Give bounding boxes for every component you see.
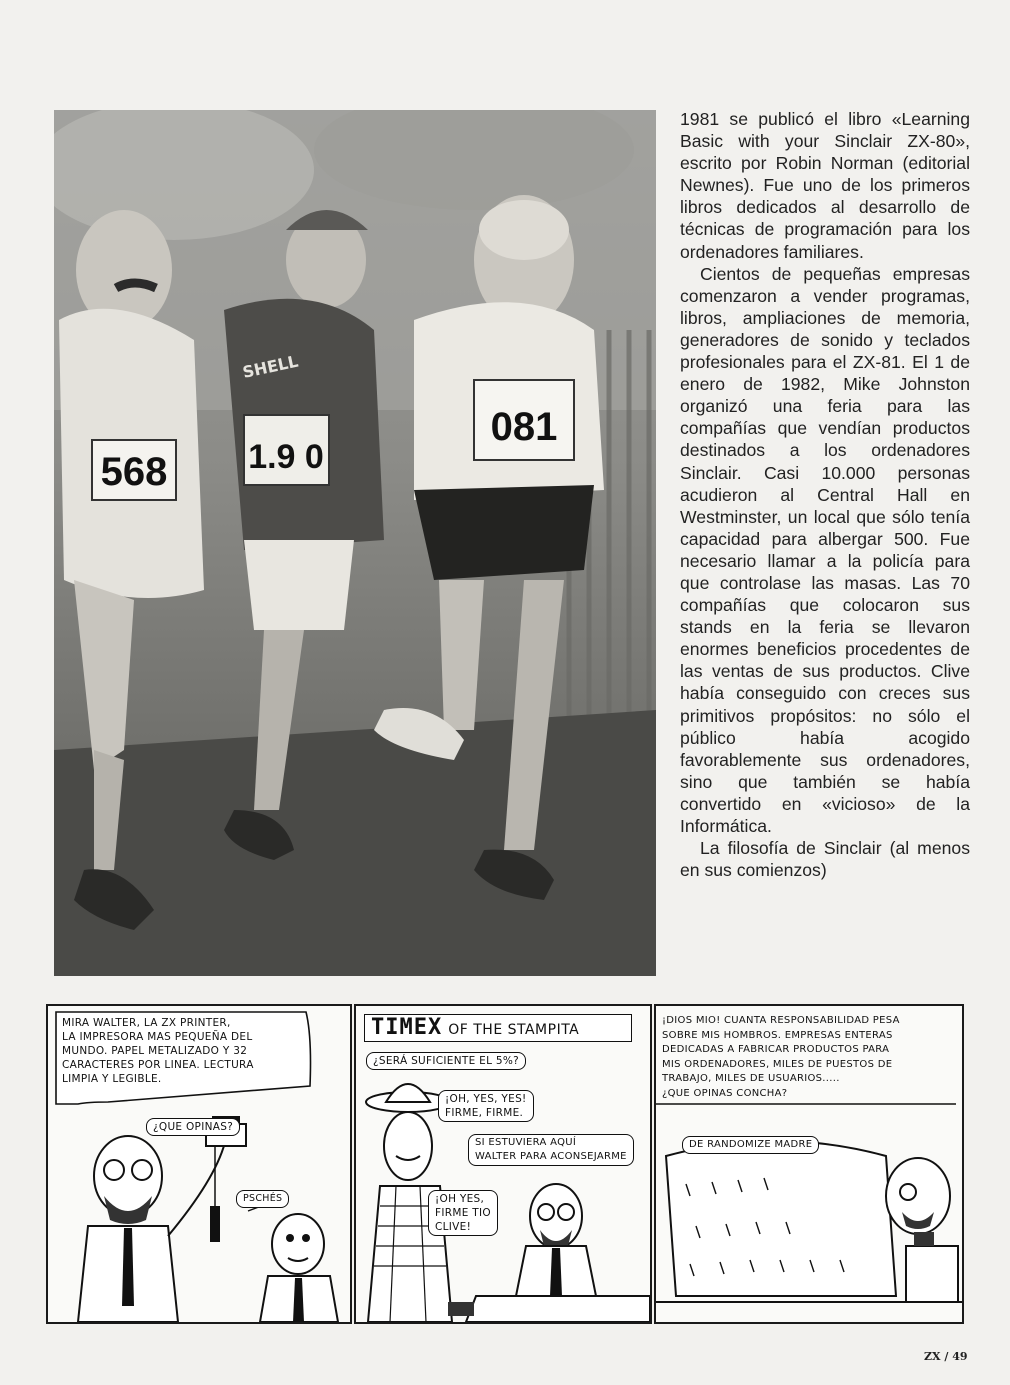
panel-1-caption: MIRA WALTER, LA ZX PRINTER, LA IMPRESORA MAS PEQUEÑA DEL MUNDO. PAPEL METALIZADO Y 32 CARACTERES POR LINEA. LECTURA LIMPIA Y LEGIBLE. [62,1017,254,1085]
comic-strip [46,1004,964,1322]
article-paragraph-1: 1981 se publicó el libro «Learning Basic with your Sinclair ZX-80», escrito por Robin Norman (editorial Newnes). Fue uno de los primeros libros dedicados al desarrollo de técnicas de programación para los ordenadores familiares. [680,109,970,262]
bib-081: 081 [490,405,558,449]
comic-panel-3 [654,1004,964,1324]
panel-2-title [364,1014,632,1042]
article-paragraph-3: La filosofía de Sinclair (al menos en sus comienzos) [680,838,970,881]
panel-2-walter: SI ESTUVIERA AQUÍ WALTER PARA ACONSEJARME [468,1134,634,1166]
panel-1-question: ¿QUE OPINAS? [146,1118,240,1136]
panel-2-clive: ¡OH YES, FIRME TIO CLIVE! [428,1190,498,1236]
page-number: ZX / 49 [924,1350,968,1363]
article-paragraph-2: Cientos de pequeñas empresas comenzaron a vender programas, libros, ampliaciones de memoria, generadores de sonido y teclados profesionales para el ZX-81. El 1 de enero de 1982, Mike Johnston organizó una feria para las compañías que vendían productos destinados a los ordenadores Sinclair. Casi 10.000 personas acudieron al Central Hall en Westminster, un local que sólo tenía capacidad para albergar 500. Fue necesario llamar a la policía para que controlase las masas. Las 70 compañías que colocaron sus stands en la feria se llevaron enormes beneficios procedentes de las ventas de sus productos. Clive había conseguido con creces sus primitivos propósitos: no sólo el público había acogido favorablemente sus ordenadores, sino que también se había convertido en «vicioso» de la Informática. [680,263,970,836]
timex-word: TIMEX [371,1015,443,1040]
runners-photo [54,110,656,976]
comic-panel-2 [354,1004,652,1324]
comic-panel-1 [46,1004,352,1324]
panel-3-caption: ¡DIOS MIO! CUANTA RESPONSABILIDAD PESA SOBRE MIS HOMBROS. EMPRESAS ENTERAS DEDICADAS A FABRICAR PRODUCTOS PARA MIS ORDENADORES, MILES DE PUESTOS DE TRABAJO, MILES DE USUARIOS..... ¿QUE OPINAS CONCHA? [662,1015,900,1099]
panel-2-question: ¿SERÁ SUFICIENTE EL 5%? [366,1052,526,1070]
bib-568: 568 [100,450,168,494]
timex-subtitle: OF THE STAMPITA [448,1022,580,1038]
shirt-text: SHELL [240,351,300,382]
bib-middle: 1.9 0 [248,438,324,476]
panel-3-reply: DE RANDOMIZE MADRE [682,1136,819,1154]
article-column [680,108,970,881]
panel-1-reply: PSCHÉS [236,1190,289,1208]
panel-2-yes: ¡OH, YES, YES! FIRME, FIRME. [438,1090,534,1122]
runners-photo-art [54,110,656,976]
